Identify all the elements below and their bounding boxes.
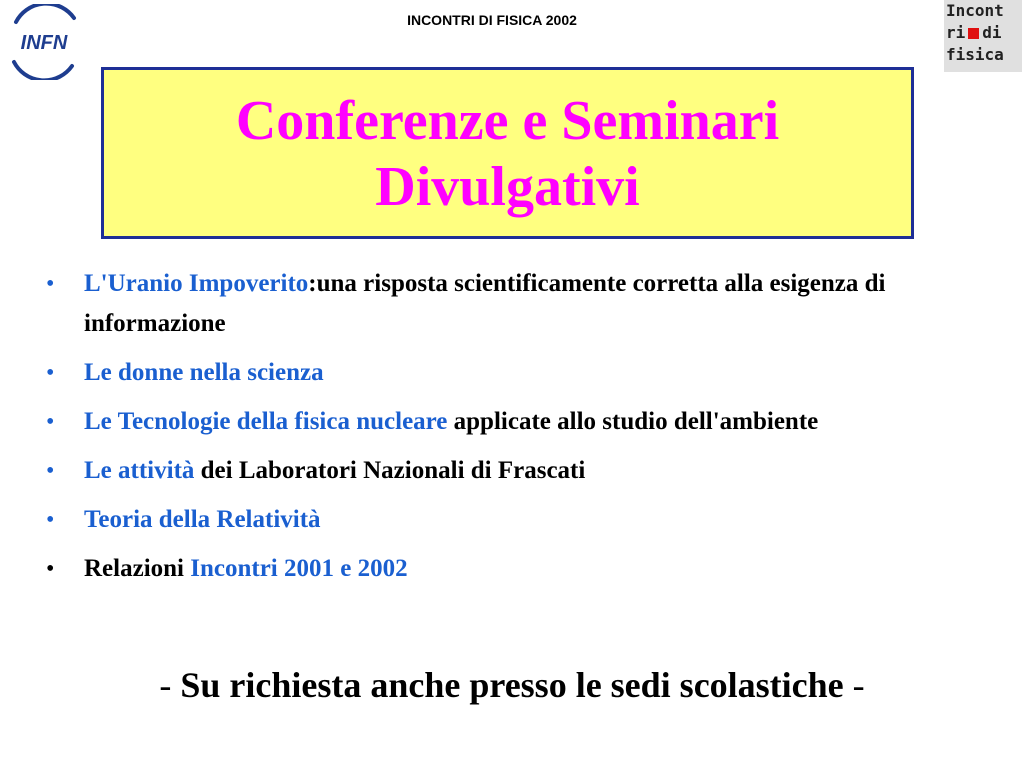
bullet-icon: • (46, 271, 55, 297)
slide-header: INCONTRI DI FISICA 2002 (407, 12, 577, 28)
incontri-logo-line1: Incont (946, 1, 1004, 20)
list-item-text: dei Laboratori Nazionali di Frascati (194, 457, 586, 484)
topic-list (46, 264, 976, 598)
footer-text: Su richiesta anche presso le sedi scolastiche (180, 665, 844, 705)
list-item-link[interactable]: L'Uranio Impoverito (84, 270, 309, 297)
list-item (46, 264, 976, 344)
title-box (101, 67, 914, 239)
list-item-link[interactable]: Le attività (84, 457, 195, 484)
list-item (46, 451, 976, 491)
bullet-icon: • (46, 409, 55, 435)
slide-title (236, 86, 779, 220)
list-item-link[interactable]: Le Tecnologie della fisica nucleare (84, 408, 448, 435)
bullet-icon: • (46, 507, 55, 533)
slide-title-line2: Divulgativi (375, 156, 640, 218)
list-item-link[interactable]: Incontri 2001 e 2002 (190, 555, 408, 582)
list-item-text: :una risposta scientificamente corretta alla esigenza di informazione (84, 270, 886, 337)
red-square-icon (968, 28, 979, 39)
list-item-text: Relazioni (84, 555, 191, 582)
list-item (46, 549, 976, 589)
incontri-logo-line2 (946, 22, 1022, 44)
footer-dash-right: - (843, 665, 865, 705)
incontri-logo-line3: fisica (946, 45, 1004, 64)
incontri-logo-line2b: di (982, 23, 1002, 42)
footer-dash-left: - (159, 665, 181, 705)
slide-title-line1: Conferenze e Seminari (235, 90, 780, 152)
list-item-text: applicate allo studio dell'ambiente (447, 408, 819, 435)
bullet-icon: • (46, 360, 55, 386)
list-item (46, 353, 976, 393)
footer-note (0, 664, 1024, 706)
bullet-icon: • (46, 556, 55, 582)
bullet-icon: • (46, 458, 55, 484)
list-item (46, 500, 976, 540)
list-item-link[interactable]: Le donne nella scienza (84, 359, 324, 386)
incontri-logo-line2a: ri (946, 23, 966, 42)
list-item-link[interactable]: Teoria della Relatività (84, 506, 321, 533)
incontri-di-fisica-logo (944, 0, 1022, 72)
infn-logo-text: INFN (20, 32, 68, 54)
list-item (46, 402, 976, 442)
